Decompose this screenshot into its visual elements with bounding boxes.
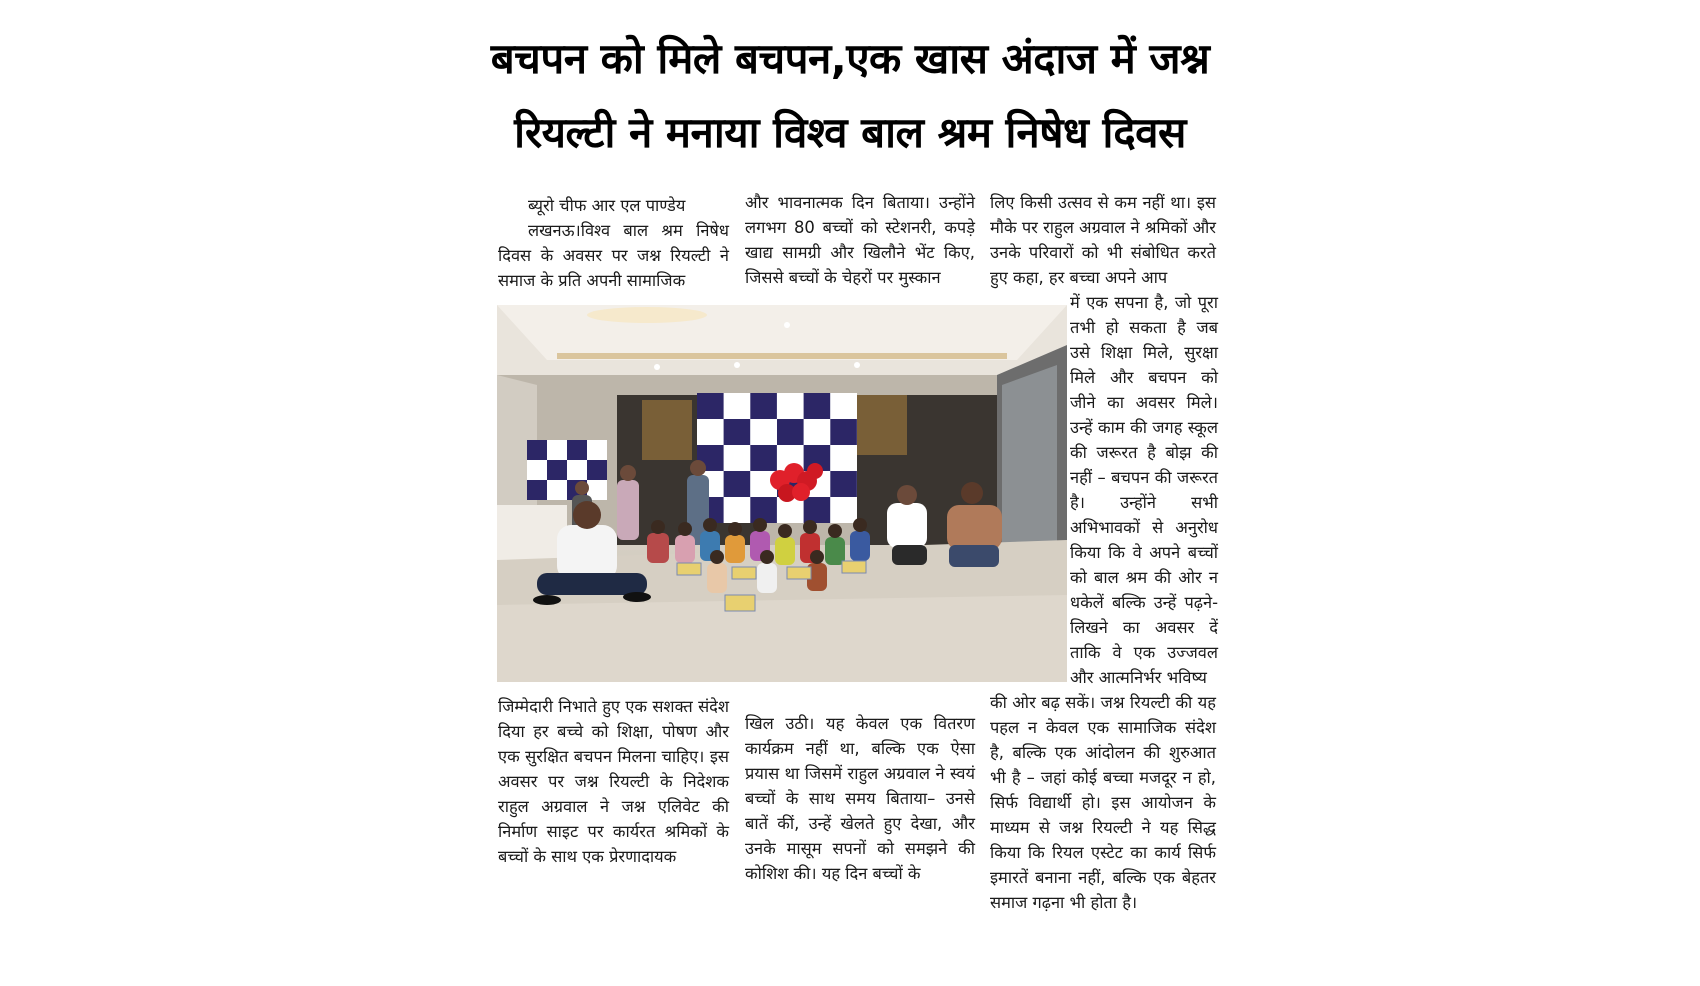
column-2-top-text: और भावनात्मक दिन बिताया। उन्होंने लगभग 80 बच्चों को स्टेशनरी, कपड़े खाद्य सामग्री और खिलौने भेंट किए, जिससे बच्चों के चेहरों पर मुस्कान bbox=[745, 193, 975, 287]
column-1-bottom-text: जिम्मेदारी निभाते हुए एक सशक्त संदेश दिया हर बच्चे को शिक्षा, पोषण और एक सुरक्षित बचपन मिलना चाहिए। इस अवसर पर जश्न रियल्टी के निदेशक राहुल अग्रवाल ने जश्न एलिवेट की निर्माण साइट पर कार्यरत श्रमिकों के बच्चों के साथ एक प्रेरणादायक bbox=[498, 697, 729, 866]
article-column-3-top bbox=[990, 190, 1216, 290]
headline-line-1: बचपन को मिले बचपन,एक खास अंदाज में जश्न bbox=[490, 34, 1210, 83]
column-3-top-text: लिए किसी उत्सव से कम नहीं था। इस मौके पर राहुल अग्रवाल ने श्रमिकों और उनके परिवारों को भी संबोधित करते हुए कहा, हर बच्चा अपने आप bbox=[990, 193, 1216, 287]
article-column-3-bottom bbox=[990, 690, 1216, 915]
backdrop-checkerboard bbox=[697, 393, 857, 523]
article-column-2-bottom bbox=[745, 711, 975, 886]
byline: ब्यूरो चीफ आर एल पाण्डेय bbox=[528, 196, 686, 215]
event-photo bbox=[497, 305, 1067, 682]
column-2-bottom-text: खिल उठी। यह केवल एक वितरण कार्यक्रम नहीं था, बल्कि एक ऐसा प्रयास था जिसमें राहुल अग्रवाल ने स्वयं बच्चों के साथ समय बिताया– उनसे बातें कीं, उन्हें खेलते हुए देखा, और उनके मासूम सपनों को समझने की कोशिश की। यह दिन बच्चों के bbox=[745, 714, 975, 883]
article-column-2-top bbox=[745, 190, 975, 290]
column-1-top-text: लखनऊ।विश्व बाल श्रम निषेध दिवस के अवसर पर जश्न रियल्टी ने समाज के प्रति अपनी सामाजिक bbox=[498, 221, 729, 290]
column-3-side-text: में एक सपना है, जो पूरा तभी हो सकता है जब उसे शिक्षा मिले, सुरक्षा मिले और बचपन को जीने का अवसर मिले। उन्हें काम की जगह स्कूल की जरूरत है बोझ की नहीं – बचपन की जरूरत है। उन्होंने सभी अभिभावकों से अनुरोध किया कि वे अपने बच्चों को बाल श्रम की ओर न धकेलें बल्कि उन्हें पढ़ने-लिखने का अवसर दें ताकि वे एक उज्जवल और आत्मनिर्भर भविष्य bbox=[1070, 293, 1218, 687]
article-column-1-top bbox=[498, 193, 729, 293]
article-column-3-side bbox=[1070, 290, 1218, 690]
headline-line-2: रियल्टी ने मनाया विश्व बाल श्रम निषेध दिवस bbox=[514, 108, 1186, 157]
article-column-1-bottom bbox=[498, 694, 729, 869]
event-photo-illustration bbox=[497, 305, 1067, 682]
column-3-bottom-text: की ओर बढ़ सकें। जश्न रियल्टी की यह पहल न केवल एक सामाजिक संदेश है, बल्कि एक आंदोलन की शुरुआत भी है – जहां कोई बच्चा मजदूर न हो, सिर्फ विद्यार्थी हो। इस आयोजन के माध्यम से जश्न रियल्टी ने यह सिद्ध किया कि रियल एस्टेट का कार्य सिर्फ इमारतें बनाना नहीं, बल्कि एक बेहतर समाज गढ़ना भी होता है। bbox=[990, 693, 1216, 912]
